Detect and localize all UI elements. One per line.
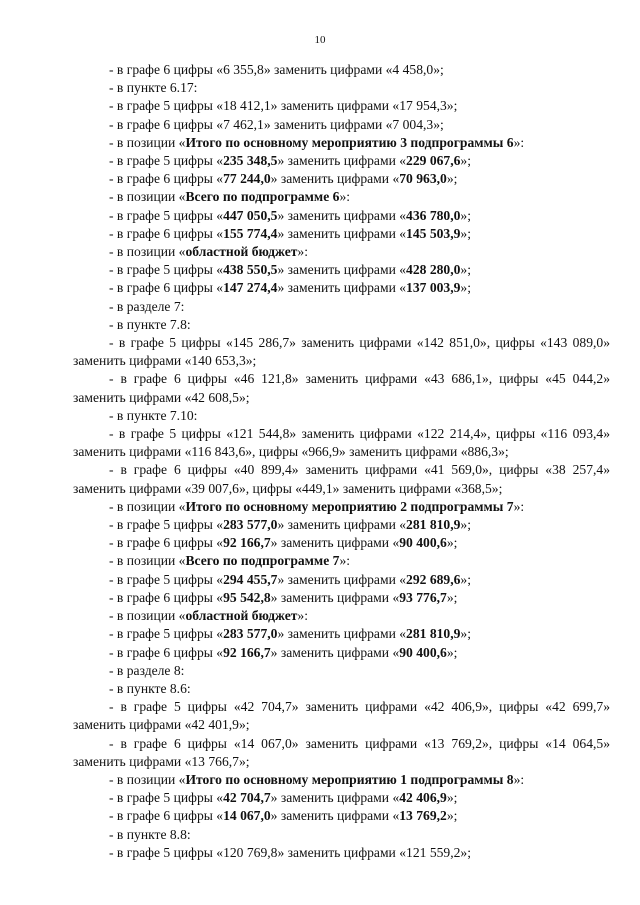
bold-text: 294 455,7 <box>223 571 278 587</box>
text-span: »; <box>460 262 471 278</box>
text-line <box>73 516 610 534</box>
bold-text: 147 274,4 <box>223 280 278 296</box>
text-span: »: <box>339 189 351 205</box>
bold-text: областной бюджет <box>185 608 298 624</box>
bold-text: Всего по подпрограмме 6 <box>185 189 340 205</box>
text-span: » заменить цифрами « <box>277 153 407 169</box>
text-line <box>73 552 610 570</box>
text-span: »; <box>446 171 458 187</box>
text-span: » заменить цифрами « <box>277 626 407 642</box>
text-line <box>73 571 610 589</box>
text-line: - в графе 6 цифры «7 462,1» заменить цифрами «7 004,3»; <box>109 116 444 132</box>
text-line <box>73 607 610 625</box>
bold-text: 92 166,7 <box>223 644 271 660</box>
bold-text: Итого по основному мероприятию 2 подпрограммы 7 <box>185 498 514 514</box>
bold-text: 70 963,0 <box>399 171 447 187</box>
bold-text: 42 406,9 <box>399 790 447 806</box>
bold-text: 90 400,6 <box>399 535 447 551</box>
text-line <box>73 807 610 825</box>
text-line <box>73 625 610 643</box>
text-span: - в позиции « <box>109 498 186 514</box>
text-line <box>73 789 610 807</box>
text-line: - в графе 5 цифры «18 412,1» заменить цифрами «17 954,3»; <box>109 98 458 114</box>
bold-text: 95 542,8 <box>223 589 271 605</box>
text-span: - в графе 5 цифры « <box>109 790 224 806</box>
text-span: » заменить цифрами « <box>277 280 407 296</box>
bold-text: 92 166,7 <box>223 535 271 551</box>
text-span: - в позиции « <box>109 244 186 260</box>
text-paragraph: - в графе 5 цифры «145 286,7» заменить цифрами «142 851,0», цифры «143 089,0» заменить цифрами «140 653,3»; <box>73 335 610 369</box>
text-span: - в позиции « <box>109 134 186 150</box>
text-line <box>73 589 610 607</box>
text-span: - в графе 6 цифры « <box>109 535 224 551</box>
text-span: »: <box>513 134 525 150</box>
bold-text: 281 810,9 <box>406 517 461 533</box>
text-line <box>73 152 610 170</box>
bold-text: Итого по основному мероприятию 3 подпрограммы 6 <box>185 134 514 150</box>
bold-text: областной бюджет <box>185 244 298 260</box>
text-paragraph: - в графе 6 цифры «40 899,4» заменить цифрами «41 569,0», цифры «38 257,4» заменить цифрами «39 007,6», цифры «449,1» заменить цифрами «368,5»; <box>73 462 610 496</box>
text-span: » заменить цифрами « <box>277 571 407 587</box>
text-span: »; <box>446 790 458 806</box>
text-span: »; <box>460 626 471 642</box>
text-span: - в графе 6 цифры « <box>109 808 224 824</box>
text-line <box>73 279 610 297</box>
text-span: » заменить цифрами « <box>277 262 407 278</box>
text-span: »; <box>446 644 458 660</box>
text-span: - в позиции « <box>109 608 186 624</box>
text-line <box>73 188 610 206</box>
text-line <box>73 261 610 279</box>
bold-text: 93 776,7 <box>399 589 447 605</box>
text-line <box>73 207 610 225</box>
text-line: - в графе 5 цифры «120 769,8» заменить цифрами «121 559,2»; <box>109 844 471 860</box>
text-paragraph: - в графе 6 цифры «14 067,0» заменить цифрами «13 769,2», цифры «14 064,5» заменить цифрами «13 766,7»; <box>73 735 610 769</box>
text-span: »; <box>446 535 458 551</box>
text-span: - в графе 5 цифры « <box>109 207 224 223</box>
bold-text: 14 067,0 <box>223 808 271 824</box>
bold-text: 438 550,5 <box>223 262 278 278</box>
page-number: 10 <box>314 34 326 46</box>
text-line: - в пункте 7.8: <box>109 316 191 332</box>
bold-text: 436 780,0 <box>406 207 461 223</box>
text-span: » заменить цифрами « <box>270 589 400 605</box>
text-line: - в пункте 6.17: <box>109 80 198 96</box>
text-span: - в позиции « <box>109 553 186 569</box>
text-span: »: <box>339 553 351 569</box>
text-span: » заменить цифрами « <box>270 808 400 824</box>
text-line <box>73 134 610 152</box>
text-span: »; <box>460 225 471 241</box>
text-span: »: <box>297 244 308 260</box>
document-body <box>73 61 610 862</box>
text-span: » заменить цифрами « <box>270 535 400 551</box>
text-span: - в графе 5 цифры « <box>109 626 224 642</box>
bold-text: 292 689,6 <box>406 571 461 587</box>
text-span: - в графе 6 цифры « <box>109 644 224 660</box>
text-span: »; <box>460 517 471 533</box>
text-span: - в графе 5 цифры « <box>109 571 224 587</box>
text-span: »; <box>446 808 458 824</box>
text-line <box>73 498 610 516</box>
bold-text: 77 244,0 <box>223 171 271 187</box>
text-line: - в графе 6 цифры «6 355,8» заменить цифрами «4 458,0»; <box>109 62 444 77</box>
text-span: - в графе 6 цифры « <box>109 225 224 241</box>
bold-text: 42 704,7 <box>223 790 271 806</box>
text-line <box>73 170 610 188</box>
text-span: »; <box>460 153 471 169</box>
text-span: - в графе 5 цифры « <box>109 262 224 278</box>
bold-text: Всего по подпрограмме 7 <box>185 553 340 569</box>
text-span: » заменить цифрами « <box>277 517 407 533</box>
text-paragraph: - в графе 5 цифры «42 704,7» заменить цифрами «42 406,9», цифры «42 699,7» заменить цифрами «42 401,9»; <box>73 699 610 733</box>
text-span: - в графе 6 цифры « <box>109 171 224 187</box>
text-span: »: <box>297 608 308 624</box>
text-span: »; <box>460 280 471 296</box>
text-span: »: <box>513 498 525 514</box>
bold-text: Итого по основному мероприятию 1 подпрограммы 8 <box>185 771 514 787</box>
text-line: - в разделе 8: <box>109 662 185 678</box>
text-span: »: <box>513 771 525 787</box>
text-span: »; <box>460 571 471 587</box>
bold-text: 145 503,9 <box>406 225 461 241</box>
text-span: »; <box>460 207 471 223</box>
bold-text: 229 067,6 <box>406 153 461 169</box>
text-span: - в графе 6 цифры « <box>109 280 224 296</box>
text-paragraph: - в графе 5 цифры «121 544,8» заменить цифрами «122 214,4», цифры «116 093,4» заменить цифрами «116 843,6», цифры «966,9» заменить цифрами «886,3»; <box>73 426 610 460</box>
bold-text: 428 280,0 <box>406 262 461 278</box>
text-line <box>73 225 610 243</box>
text-line: - в пункте 7.10: <box>109 407 198 423</box>
text-span: » заменить цифрами « <box>277 225 407 241</box>
bold-text: 281 810,9 <box>406 626 461 642</box>
text-line <box>73 534 610 552</box>
text-span: » заменить цифрами « <box>277 207 407 223</box>
text-span: - в графе 6 цифры « <box>109 589 224 605</box>
bold-text: 13 769,2 <box>399 808 447 824</box>
text-line: - в разделе 7: <box>109 298 185 314</box>
bold-text: 283 577,0 <box>223 517 278 533</box>
text-span: »; <box>446 589 458 605</box>
bold-text: 447 050,5 <box>223 207 278 223</box>
text-span: » заменить цифрами « <box>270 790 400 806</box>
text-line <box>73 644 610 662</box>
text-span: - в графе 5 цифры « <box>109 153 224 169</box>
text-line: - в пункте 8.8: <box>109 826 191 842</box>
text-span: - в позиции « <box>109 771 186 787</box>
bold-text: 235 348,5 <box>223 153 278 169</box>
text-line: - в пункте 8.6: <box>109 680 191 696</box>
bold-text: 155 774,4 <box>223 225 278 241</box>
text-span: » заменить цифрами « <box>270 644 400 660</box>
text-paragraph: - в графе 6 цифры «46 121,8» заменить цифрами «43 686,1», цифры «45 044,2» заменить цифрами «42 608,5»; <box>73 371 610 405</box>
bold-text: 283 577,0 <box>223 626 278 642</box>
bold-text: 90 400,6 <box>399 644 447 660</box>
bold-text: 137 003,9 <box>406 280 461 296</box>
text-span: - в графе 5 цифры « <box>109 517 224 533</box>
text-span: - в позиции « <box>109 189 186 205</box>
text-line <box>73 771 610 789</box>
text-line <box>73 243 610 261</box>
text-span: » заменить цифрами « <box>270 171 400 187</box>
